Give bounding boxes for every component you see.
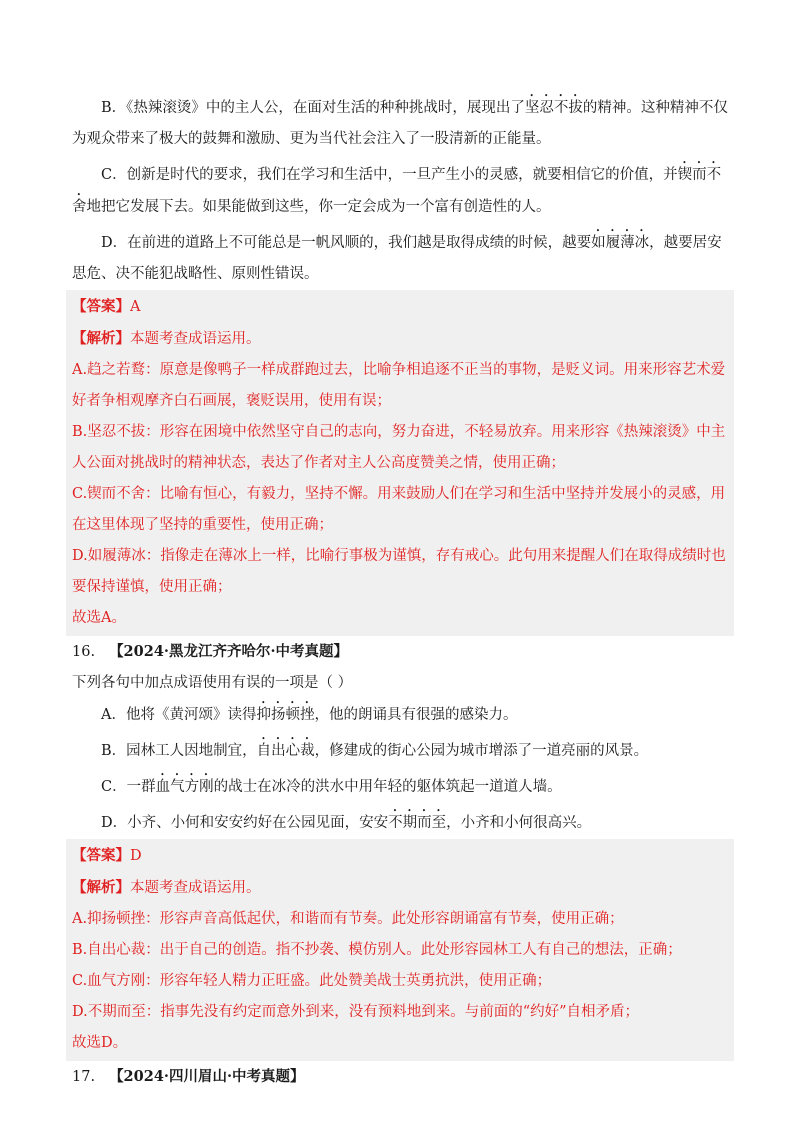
q17-header: 17. 【2024·四川眉山·中考真题】 <box>72 1068 305 1085</box>
emphasized-idiom: 自出心裁 <box>256 743 315 759</box>
q16-answer-box <box>66 839 734 1061</box>
q15-answer-box <box>66 290 734 636</box>
q15-option-d: D．在前进的道路上不可能总是一帆风顺的，我们越是取得成绩的时候，越要如履薄冰，越要居安思危、决不能犯战略性、原则性错误。 <box>72 235 722 282</box>
emphasized-idiom: 抑扬顿挫 <box>256 707 315 723</box>
answer-line: 【答案】D <box>72 847 142 864</box>
answer-line: 【答案】A <box>72 298 141 315</box>
analysis-item: D.不期而至：指事先没有约定而意外到来，没有预料地到来。与前面的“约好”自相矛盾； <box>72 1004 640 1020</box>
emphasized-idiom: 血气方刚 <box>155 779 214 795</box>
q15-option-b: B．《热辣滚烫》中的主人公，在面对生活的种种挑战时，展现出了坚忍不拔的精神。这种精神不仅为观众带来了极大的鼓舞和激励、更为当代社会注入了一股清新的正能量。 <box>72 100 728 147</box>
analysis-line: 【解析】本题考查成语运用。 <box>72 879 261 896</box>
conclusion: 故选A。 <box>72 610 126 626</box>
analysis-item: B.自出心裁：出于自己的创造。指不抄袭、模仿别人。此处形容园林工人有自己的想法，正确； <box>72 942 682 958</box>
document-page <box>72 92 728 1093</box>
analysis-item: D.如履薄冰：指像走在薄冰上一样，比喻行事极为谨慎，存有戒心。此句用来提醒人们在取得成绩时也要保持谨慎，使用正确； <box>72 548 726 595</box>
analysis-item: C.血气方刚：形容年轻人精力正旺盛。此处赞美战士英勇抗洪，使用正确； <box>72 973 552 989</box>
q16-stem: 下列各句中加点成语使用有误的一项是（ ） <box>72 675 353 691</box>
q15-option-c: C．创新是时代的要求，我们在学习和生活中，一旦产生小的灵感，就要相信它的价值，并锲而不舍地把它发展下去。如果能做到这些，你一定会成为一个富有创造性的人。 <box>72 167 722 215</box>
q16-option-a: A．他将《黄河颂》读得抑扬顿挫，他的朗诵具有很强的感染力。 <box>101 707 518 723</box>
q16-option-c: C．一群血气方刚的战士在冰冷的洪水中用年轻的躯体筑起一道道人墙。 <box>101 779 562 795</box>
conclusion: 故选D。 <box>72 1035 128 1051</box>
emphasized-idiom: 不期而至 <box>388 815 447 831</box>
q16-header: 16. 【2024·黑龙江齐齐哈尔·中考真题】 <box>72 643 349 660</box>
emphasized-idiom: 如履薄冰 <box>591 235 650 251</box>
analysis-item: A.趋之若鹜：原意是像鸭子一样成群跑过去，比喻争相追逐不正当的事物，是贬义词。用来形容艺术爱好者争相观摩齐白石画展，褒贬误用，使用有误； <box>72 362 726 409</box>
analysis-item: C.锲而不舍：比喻有恒心，有毅力，坚持不懈。用来鼓励人们在学习和生活中坚持并发展小的灵感，用在这里体现了坚持的重要性，使用正确； <box>72 486 726 533</box>
analysis-item: A.抑扬顿挫：形容声音高低起伏，和谐而有节奏。此处形容朗诵富有节奏，使用正确； <box>72 911 624 927</box>
q16-option-b: B．园林工人因地制宜，自出心裁，修建成的街心公园为城市增添了一道亮丽的风景。 <box>101 743 649 759</box>
emphasized-idiom: 锲而不舍 <box>72 167 722 215</box>
emphasized-idiom: 坚忍不拔 <box>524 100 583 116</box>
analysis-line: 【解析】本题考查成语运用。 <box>72 330 261 347</box>
q16-option-d: D．小齐、小何和安安约好在公园见面，安安不期而至，小齐和小何很高兴。 <box>101 815 592 831</box>
analysis-item: B.坚忍不拔：形容在困境中依然坚守自己的志向，努力奋进，不轻易放弃。用来形容《热辣滚烫》中主人公面对挑战时的精神状态，表达了作者对主人公高度赞美之情，使用正确； <box>72 424 726 471</box>
